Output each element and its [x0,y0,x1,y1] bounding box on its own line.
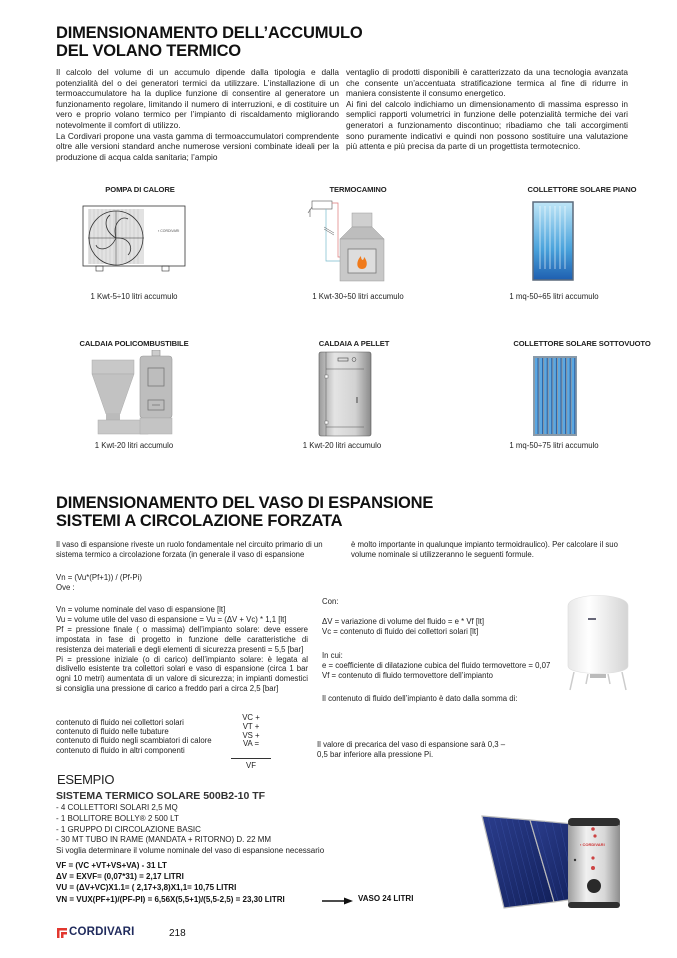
solar-system-image [474,798,644,910]
sum-labels [56,718,212,755]
paragraph: ventaglio di prodotti disponibili è caratterizzato da una tecnologia avanzata che consente un’accentuata stratificazione termica al fine di ridurre in maniera consistente il consumo energetico. [346,67,628,99]
section1-col1 [56,67,339,162]
vacuum-solar-collector-icon [533,356,577,436]
definition: Pf = pressione finale ( o massima) dell’impianto solare: deve essere impostata in fase di progetto in funzione delle caratteristiche di resistenza dei materiali e degli elementi di sicurezza presenti = 5,5 [bar] [56,624,308,654]
paragraph: Il calcolo del volume di un accumulo dipende dalla tipologia e dalla potenzialità del o dei generatori termici da utilizzare. L’installazione di un termoaccumulatore ha la duplice funzione di consentire al generatore un funzionamento regolare, limitando il numero di interruzioni, e di costituire un vero e proprio volano termico per l’impianto di riscaldamento migliorando notevolmente il comfort di utilizzo. [56,67,339,130]
example-item: - 1 GRUPPO DI CIRCOLAZIONE BASIC [56,824,201,834]
sum-symbol: VT + [242,721,260,731]
definition: Vn = volume nominale del vaso di espansione [lt] [56,605,226,614]
product-caption: 1 Kwt-5÷10 litri accumulo [90,292,178,301]
section2-intro-col1: Il vaso di espansione riveste un ruolo fondamentale nel circuito primario di un sistema termico a circolazione forzata (in generale il vaso di espansione [56,540,323,559]
sum-label: contenuto di fluido negli scambiatori di calore [56,736,212,746]
sum-label: contenuto di fluido nelle tubature [56,727,169,737]
example-calcs [56,860,285,905]
product-title: COLLETTORE SOLARE SOTTOVUOTO [513,339,651,348]
sum-symbol: VA = [242,739,260,749]
example-heading: ESEMPIO [57,772,115,787]
svg-text:▪ CORDIVARI: ▪ CORDIVARI [158,229,180,233]
fireplace-icon [306,199,386,283]
paragraph: La Cordivari propone una vasta gamma di termoaccumulatori comprendente oltre alle versioni standard anche numerose versioni combinate ideali per la produzione di acqua calda sanitaria; l’ampio [56,130,339,162]
product-caption: 1 mq-50÷65 litri accumulo [509,292,599,301]
svg-text:▪ CORDIVARI: ▪ CORDIVARI [580,842,605,847]
definitions [56,605,308,694]
sum-total: VF [246,761,256,770]
example-question: Si voglia determinare il volume nominale del vaso di espansione necessario [56,846,325,856]
sum-label: contenuto di fluido in altri componenti [56,745,185,755]
definition: Vu = volume utile del vaso di espansione = Vu = (ΔV + Vc) * 1,1 [lt] [56,614,287,624]
cordivari-logo-icon [57,928,67,938]
flat-solar-collector-icon [532,201,574,281]
sum-divider [231,758,271,759]
sum-label: contenuto di fluido nei collettori solari [56,718,184,727]
section1-col2 [346,67,628,152]
paragraph: Ai fini del calcolo indichiamo un dimensionamento di massima espresso in semplici rapporti volumetrici in funzione delle potenzialità termiche dei vari generatori a funzionamento discontinuo; ribadiamo che tali accorgimenti sono puramente indicativi e quindi non possono sostituire una valutazione più attenta e più precisa da parte di un progettista termotecnico. [346,98,628,152]
con-label: Con: [322,597,339,606]
precharge-note: Il valore di precarica del vaso di espansione sarà 0,3 – 0,5 bar inferiore alla pressione Pi. [317,740,506,759]
multifuel-boiler-icon [90,350,174,436]
in-cui-item: Vf = contenuto di fluido termovettore dell’impianto [322,670,493,680]
example-item: - 4 COLLETTORI SOLARI 2,5 MQ [56,803,178,812]
in-cui-list [322,661,582,681]
con-item: Vc = contenuto di fluido dei collettori solari [lt] [322,626,479,636]
product-title: COLLETTORE SOLARE PIANO [527,185,637,194]
calc-line: VU = (ΔV+VC)X1.1= ( 2,17+3,8)X1,1= 10,75 LITRI [56,883,237,893]
sum-intro: Il contenuto di fluido dell’impianto è dato dalla somma di: [322,694,518,703]
example-items [56,803,324,857]
arrow-right-icon [322,897,354,905]
example-result: VASO 24 LITRI [358,894,414,903]
example-item: - 30 MT TUBO IN RAME (MANDATA + RITORNO) D. 22 MM [56,835,272,845]
product-title: CALDAIA POLICOMBUSTIBILE [79,339,189,348]
heat-pump-icon [82,205,186,273]
expansion-vessel-image [566,588,636,694]
sum-symbol: VC + [242,713,260,722]
example-title: SISTEMA TERMICO SOLARE 500B2-10 TF [56,790,266,802]
product-caption: 1 Kwt-20 litri accumulo [94,441,174,450]
title-line-1: DIMENSIONAMENTO DEL VASO DI ESPANSIONE [56,494,434,512]
con-list [322,617,572,637]
calc-line: VN = VUX(PF+1)/(PF-PI) = 6,56X(5,5+1)/(5,5-2,5) = 23,30 LITRI [56,894,285,904]
in-cui-label: In cui: [322,651,343,660]
section2-intro-col2: è molto importante in qualunque impianto termoidraulico). Per calcolare il suo volume nominale si utilizzeranno le seguenti formule. [351,540,618,559]
product-caption: 1 mq-50÷75 litri accumulo [509,441,599,450]
con-item: ΔV = variazione di volume del fluido = e * Vf [lt] [322,617,485,626]
calc-line: ΔV = EXVF= (0,07*31) = 2,17 LITRI [56,872,184,882]
ove-label: Ove : [56,583,75,592]
section2-title [56,494,433,530]
footer-brand: CORDIVARI [69,926,135,938]
title-line-1: DIMENSIONAMENTO DELL’ACCUMULO [56,24,363,42]
calc-line: VF = (VC +VT+VS+VA) - 31 LT [56,861,167,870]
page-number: 218 [169,928,186,939]
title-line-2: DEL VOLANO TERMICO [56,42,241,60]
section1-title [56,24,362,60]
title-line-2: SISTEMI A CIRCOLAZIONE FORZATA [56,512,343,530]
product-caption: 1 Kwt-20 litri accumulo [302,441,382,450]
example-item: - 1 BOLLITORE BOLLY® 2 500 LT [56,813,179,823]
definition: Pi = pressione iniziale (o di carico) dell’impianto solare: è legata al dislivello esistente tra collettori solari e vaso di espansione (circa 1 bar ogni 10 metri) aumentata di un valore di sicurezza; in impianti domestici si consiglia una pressione di carico a freddo pari a circa 2,5 [bar] [56,654,308,694]
product-title: POMPA DI CALORE [105,185,175,194]
product-title: TERMOCAMINO [329,185,387,194]
in-cui-item: e = coefficiente di dilatazione cubica del fluido termovettore = 0,07 [322,661,551,670]
formula: Vn = (Vu*(Pf+1)) / (Pf-Pi) [56,573,142,582]
product-title: CALDAIA A PELLET [318,339,390,348]
product-caption: 1 Kwt-30÷50 litri accumulo [312,292,404,301]
sum-symbol: VS + [242,730,260,740]
pellet-boiler-icon [318,351,372,437]
sum-symbols [236,714,266,749]
